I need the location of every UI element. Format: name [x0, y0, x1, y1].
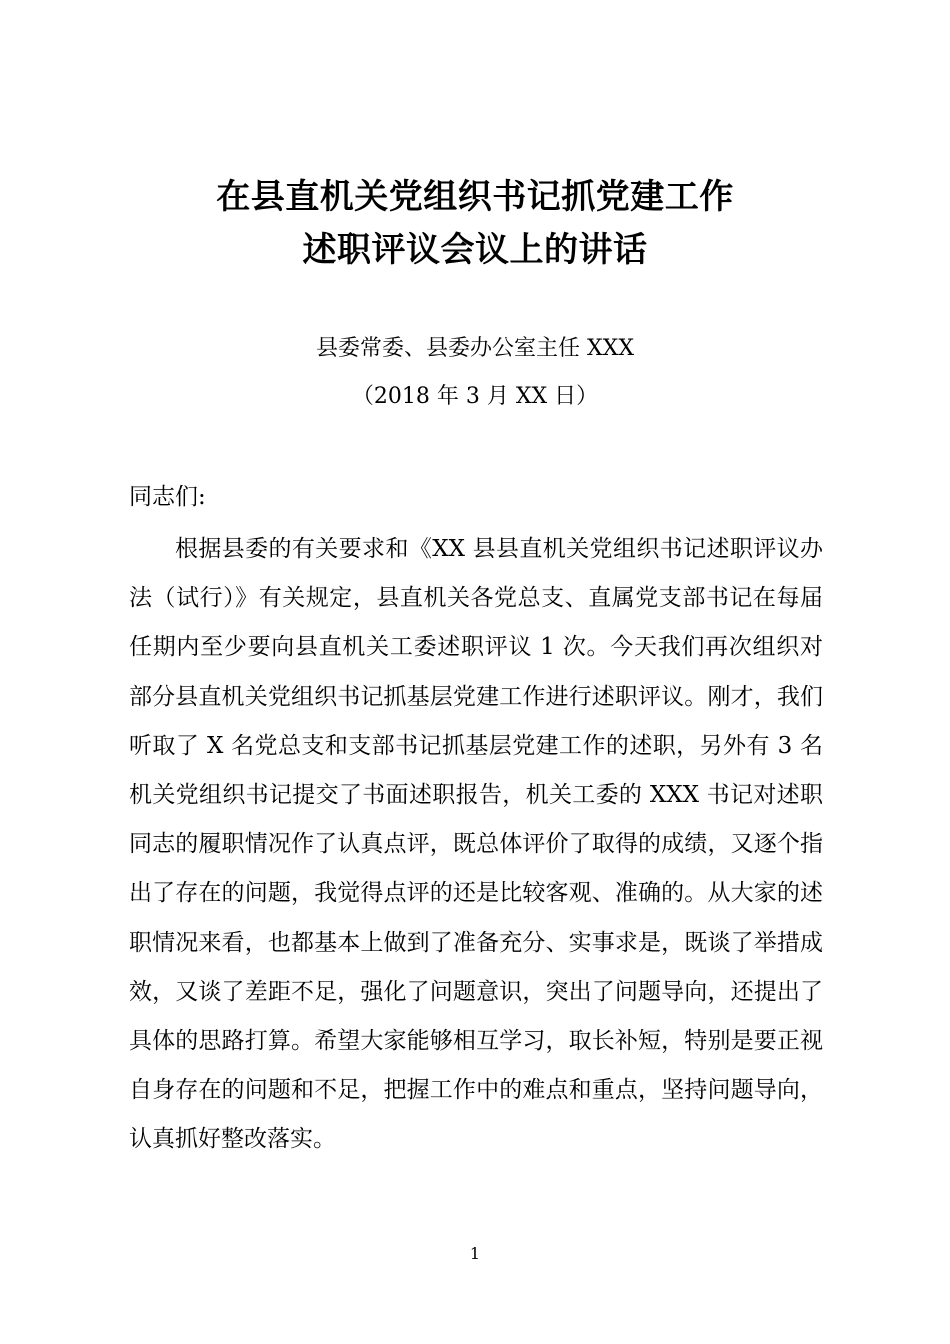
- salutation: 同志们:: [129, 484, 206, 510]
- date-line: （2018 年 3 月 XX 日）: [351, 384, 599, 409]
- page-number: 1: [469, 1244, 481, 1263]
- author-line: 县委常委、县委办公室主任 XXX: [316, 336, 634, 361]
- document-title-line-2: 述职评议会议上的讲话: [302, 230, 648, 270]
- body-paragraph: 根据县委的有关要求和《XX 县县直机关党组织书记述职评议办法（试行）》有关规定，县直机关各党总支、直属党支部书记在每届任期内至少要向县直机关工委述职评议 1 次。今天我们再次组织对部分县直机关党组织书记抓基层党建工作进行述职评议。刚才，我们听取了 X 名党总支和支部书记抓基层党建工作的述职，另外有 3 名机关党组织书记提交了书面述职报告，机关工委的 XXX 书记对述职同志的履职情况作了认真点评，既总体评价了取得的成绩，又逐个指出了存在的问题，我觉得点评的还是比较客观、准确的。从大家的述职情况来看，也都基本上做到了准备充分、实事求是，既谈了举措成效，又谈了差距不足，强化了问题意识，突出了问题导向，还提出了具体的思路打算。希望大家能够相互学习，取长补短，特别是要正视自身存在的问题和不足，把握工作中的难点和重点，坚持问题导向，认真抓好整改落实。: [129, 536, 823, 1153]
- document-title-line-1: 在县直机关党组织书记抓党建工作: [216, 177, 734, 217]
